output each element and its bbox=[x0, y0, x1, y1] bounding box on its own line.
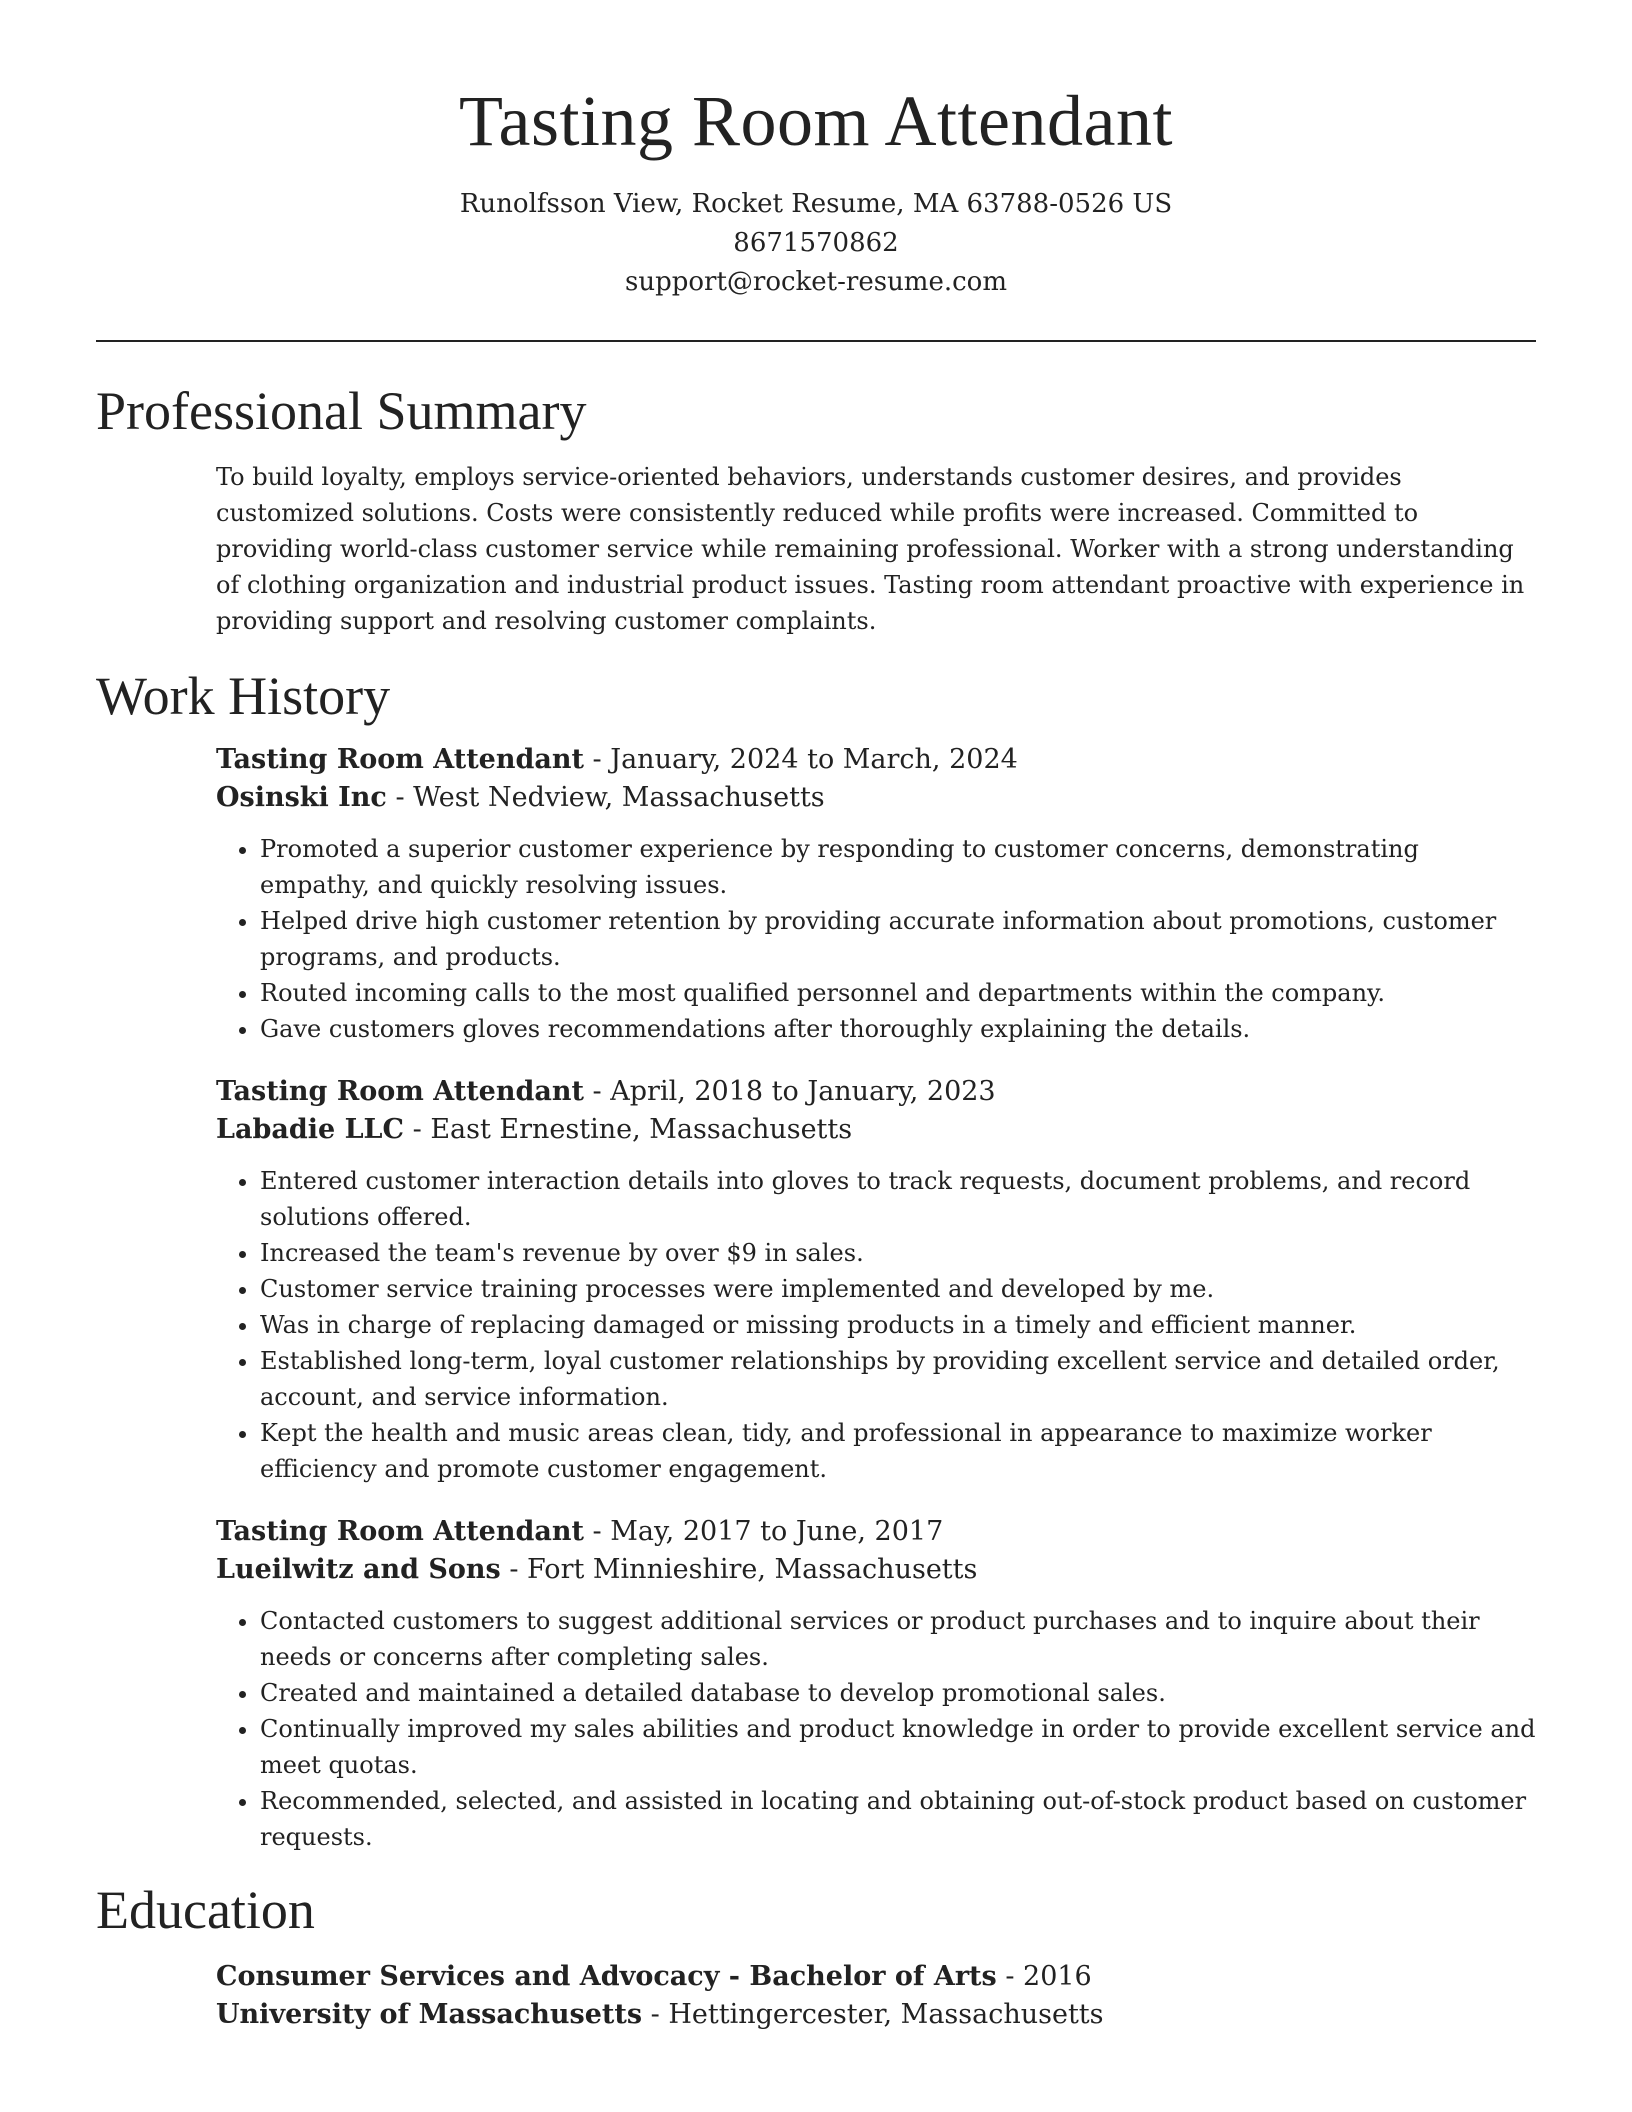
job-bullet: • Promoted a superior customer experience by responding to customer concerns, demonstrating empathy, and quickly resolving issues. bbox=[260, 831, 1536, 903]
resume-header bbox=[96, 80, 1536, 302]
job-heading bbox=[216, 741, 1536, 779]
job-employer bbox=[216, 779, 1536, 817]
summary-text: To build loyalty, employs service-oriented behaviors, understands customer desires, and provides customized solutions. Costs were consistently reduced while profits were increased. Committed to providing world-class customer service while remaining professional. Worker with a strong understanding of clothing organization and industrial product issues. Tasting room attendant proactive with experience in providing support and resolving customer complaints. bbox=[216, 463, 1525, 636]
job-dates: - January, 2024 to March, 2024 bbox=[583, 743, 1018, 775]
job-bullet: • Kept the health and music areas clean, tidy, and professional in appearance to maximize worker efficiency and promote customer engagement. bbox=[260, 1415, 1536, 1487]
education-degree: - Bachelor of Arts bbox=[719, 1960, 997, 1992]
education-school-line bbox=[216, 1996, 1536, 2034]
job-entry bbox=[216, 1513, 1536, 1855]
job-entry bbox=[216, 1073, 1536, 1487]
education-title: Education bbox=[96, 1879, 315, 1940]
job-bullet: • Increased the team's revenue by over $9 in sales. bbox=[260, 1235, 1536, 1271]
job-company: Labadie LLC bbox=[216, 1113, 405, 1145]
contact-address: Runolfsson View, Rocket Resume, MA 63788-0526 US bbox=[459, 188, 1173, 219]
education-section bbox=[96, 1881, 1536, 2034]
job-company: Lueilwitz and Sons bbox=[216, 1553, 501, 1585]
summary-title: Professional Summary bbox=[96, 380, 587, 441]
job-bullet: • Created and maintained a detailed database to develop promotional sales. bbox=[260, 1675, 1536, 1711]
job-bullet: • Entered customer interaction details into gloves to track requests, document problems, and record solutions offered. bbox=[260, 1163, 1536, 1235]
job-employer bbox=[216, 1551, 1536, 1589]
job-role: Tasting Room Attendant bbox=[216, 1515, 584, 1547]
contact-email: support@rocket-resume.com bbox=[624, 266, 1007, 297]
job-heading bbox=[216, 1073, 1536, 1111]
job-bullets bbox=[216, 831, 1536, 1047]
job-bullet: • Routed incoming calls to the most qualified personnel and departments within the company. bbox=[260, 975, 1536, 1011]
job-bullet: • Contacted customers to suggest additional services or product purchases and to inquire about their needs or concerns after completing sales. bbox=[260, 1603, 1536, 1675]
job-role: Tasting Room Attendant bbox=[216, 1075, 584, 1107]
job-entry bbox=[216, 741, 1536, 1047]
education-year: - 2016 bbox=[996, 1960, 1092, 1992]
job-heading bbox=[216, 1513, 1536, 1551]
work-history-section bbox=[96, 667, 1536, 1854]
education-location: - Hettingercester, Massachusetts bbox=[642, 1998, 1104, 2030]
job-dates: - April, 2018 to January, 2023 bbox=[583, 1075, 996, 1107]
job-bullets bbox=[216, 1603, 1536, 1855]
job-location: - East Ernestine, Massachusetts bbox=[404, 1113, 853, 1145]
education-degree-line bbox=[216, 1958, 1536, 1996]
job-employer bbox=[216, 1111, 1536, 1149]
job-bullet: • Established long-term, loyal customer relationships by providing excellent service and detailed order, account, and service information. bbox=[260, 1343, 1536, 1415]
job-company: Osinski Inc bbox=[216, 781, 387, 813]
summary-section bbox=[96, 382, 1536, 639]
job-dates: - May, 2017 to June, 2017 bbox=[583, 1515, 944, 1547]
job-bullet: • Gave customers gloves recommendations after thoroughly explaining the details. bbox=[260, 1011, 1536, 1047]
header-divider bbox=[96, 340, 1536, 342]
job-location: - Fort Minnieshire, Massachusetts bbox=[500, 1553, 978, 1585]
job-bullet: • Customer service training processes were implemented and developed by me. bbox=[260, 1271, 1536, 1307]
job-bullet: • Continually improved my sales abilities and product knowledge in order to provide excellent service and meet quotas. bbox=[260, 1711, 1536, 1783]
education-field: Consumer Services and Advocacy bbox=[216, 1960, 720, 1992]
job-role: Tasting Room Attendant bbox=[216, 743, 584, 775]
job-bullets bbox=[216, 1163, 1536, 1487]
job-bullet: • Was in charge of replacing damaged or missing products in a timely and efficient manner. bbox=[260, 1307, 1536, 1343]
job-location: - West Nedview, Massachusetts bbox=[386, 781, 825, 813]
candidate-name: Tasting Room Attendant bbox=[459, 81, 1173, 161]
contact-phone: 8671570862 bbox=[733, 227, 899, 258]
job-bullet: • Recommended, selected, and assisted in locating and obtaining out-of-stock product based on customer requests. bbox=[260, 1783, 1536, 1855]
work-history-title: Work History bbox=[96, 666, 391, 727]
education-school: University of Massachusetts bbox=[216, 1998, 643, 2030]
job-bullet: • Helped drive high customer retention by providing accurate information about promotions, customer programs, and products. bbox=[260, 903, 1536, 975]
